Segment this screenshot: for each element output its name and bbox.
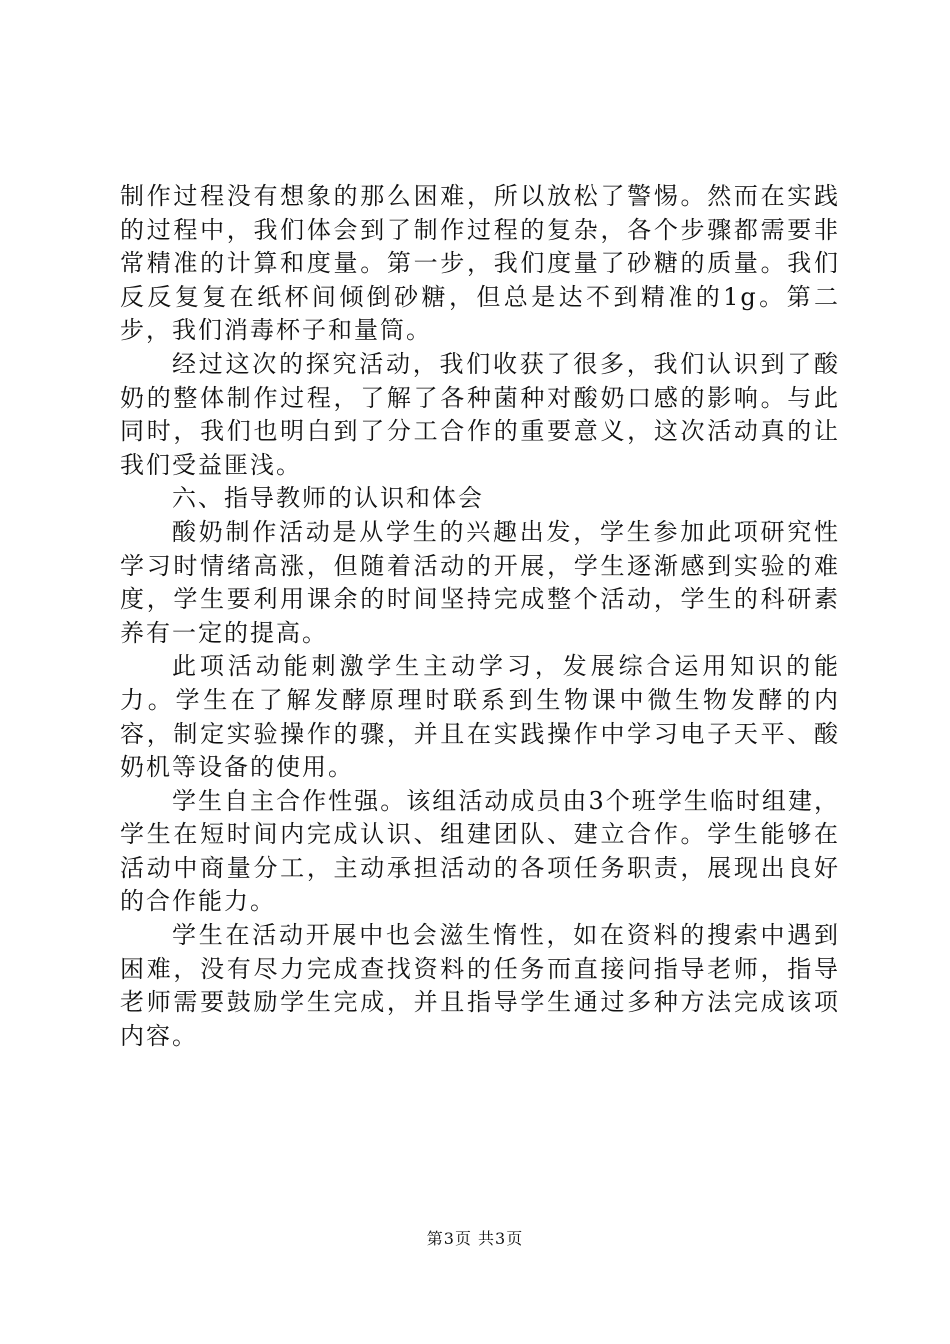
page-number-footer: 第3页 共3页 [426,1229,524,1248]
paragraph-3: 酸奶制作活动是从学生的兴趣出发，学生参加此项研究性学习时情绪高涨，但随着活动的开展，学生逐渐感到实验的难度，学生要利用课余的时间坚持完成整个活动，学生的科研素养有一定的提高。 [120,517,840,647]
paragraph-5: 学生自主合作性强。该组活动成员由3个班学生临时组建，学生在短时间内完成认识、组建团队、建立合作。学生能够在活动中商量分工，主动承担活动的各项任务职责，展现出良好的合作能力。 [120,786,840,916]
document-body [120,180,840,1053]
section-heading-6: 六、指导教师的认识和体会 [172,484,484,513]
paragraph-2: 经过这次的探究活动，我们收获了很多，我们认识到了酸奶的整体制作过程，了解了各种菌种对酸奶口感的影响。与此同时，我们也明白到了分工合作的重要意义，这次活动真的让我们受益匪浅。 [120,349,840,479]
paragraph-6: 学生在活动开展中也会滋生惰性，如在资料的搜索中遇到困难，没有尽力完成查找资料的任务而直接问指导老师，指导老师需要鼓励学生完成，并且指导学生通过多种方法完成该项内容。 [120,921,840,1050]
paragraph-1: 制作过程没有想象的那么困难，所以放松了警惕。然而在实践的过程中，我们体会到了制作过程的复杂，各个步骤都需要非常精准的计算和度量。第一步，我们度量了砂糖的质量。我们反反复复在纸杯间倾倒砂糖，但总是达不到精准的1g。第二步，我们消毒杯子和量筒。 [120,182,840,345]
paragraph-4: 此项活动能刺激学生主动学习，发展综合运用知识的能力。学生在了解发酵原理时联系到生物课中微生物发酵的内容，制定实验操作的骤，并且在实践操作中学习电子天平、酸奶机等设备的使用。 [120,652,840,782]
